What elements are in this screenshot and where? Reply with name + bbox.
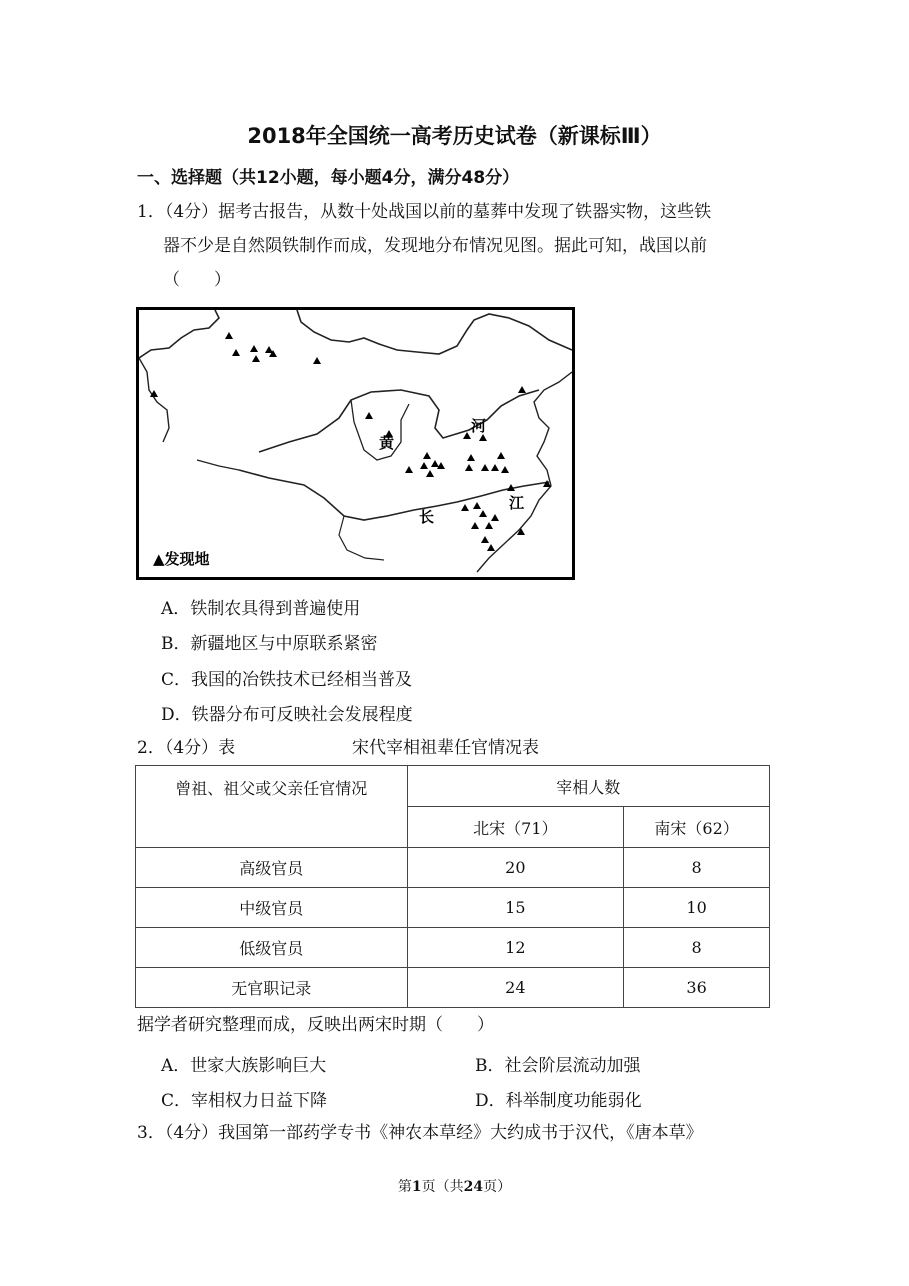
table-header-north: 北宋（71） (407, 807, 624, 848)
footer-middle: 页（共 (421, 1179, 464, 1195)
river-label-chang: 长 (419, 508, 435, 526)
q2-option-a[interactable]: A．世家大族影响巨大 (161, 1056, 327, 1076)
row-south-value: 8 (624, 928, 770, 968)
table-row (136, 928, 770, 968)
footer-prefix: 第 (397, 1179, 412, 1195)
table-row (136, 888, 770, 928)
row-label: 高级官员 (136, 848, 408, 888)
row-south-value: 8 (624, 848, 770, 888)
table-header-group: 宰相人数 (407, 766, 769, 807)
q1-option-d[interactable]: D．铁器分布可反映社会发展程度 (161, 705, 413, 725)
footer-page-number: 1 (411, 1179, 422, 1195)
row-south-value: 36 (624, 968, 770, 1008)
table-header-south: 南宋（62） (624, 807, 770, 848)
page-title: 2018年全国统一高考历史试卷（新课标Ⅲ） (247, 124, 662, 148)
row-label: 无官职记录 (136, 968, 408, 1008)
q1-option-c[interactable]: C．我国的冶铁技术已经相当普及 (161, 670, 413, 690)
iron-artifact-map (136, 307, 575, 580)
row-north-value: 12 (407, 928, 624, 968)
q2-after-text: 据学者研究整理而成，反映出两宋时期（ ） (137, 1015, 494, 1035)
page-footer (0, 1176, 909, 1196)
footer-total-pages: 24 (463, 1179, 484, 1195)
q2-intro: 2．（4分）表 (137, 738, 236, 758)
river-label-he: 河 (471, 417, 487, 435)
q1-line3: （ ） (163, 270, 231, 290)
river-label-jiang: 江 (509, 494, 525, 512)
map-drawing (139, 310, 572, 577)
row-north-value: 24 (407, 968, 624, 1008)
q1-option-a[interactable]: A．铁制农具得到普遍使用 (161, 599, 361, 619)
row-north-value: 20 (407, 848, 624, 888)
row-label: 中级官员 (136, 888, 408, 928)
q2-option-c[interactable]: C．宰相权力日益下降 (161, 1091, 328, 1111)
q2-option-d[interactable]: D．科举制度功能弱化 (475, 1091, 642, 1111)
q3-line1: 3．（4分）我国第一部药学专书《神农本草经》大约成书于汉代，《唐本草》 (137, 1123, 703, 1143)
table-row (136, 848, 770, 888)
river-label-huang: 黄 (379, 434, 395, 452)
map-legend: ▲发现地 (153, 550, 210, 568)
section-heading: 一、选择题（共12小题，每小题4分，满分48分） (137, 168, 520, 188)
chancellor-table (135, 765, 770, 1008)
q1-option-b[interactable]: B．新疆地区与中原联系紧密 (161, 634, 378, 654)
row-north-value: 15 (407, 888, 624, 928)
q2-option-b[interactable]: B．社会阶层流动加强 (475, 1056, 641, 1076)
q2-table-title: 宋代宰相祖辈任官情况表 (352, 738, 539, 758)
table-row (136, 968, 770, 1008)
footer-suffix: 页） (483, 1179, 512, 1195)
q1-line2: 器不少是自然陨铁制作而成，发现地分布情况见图。据此可知，战国以前 (163, 236, 707, 256)
table-header-col1: 曾祖、祖父或父亲任官情况 (136, 766, 408, 848)
row-south-value: 10 (624, 888, 770, 928)
q1-line1: 1．（4分）据考古报告，从数十处战国以前的墓葬中发现了铁器实物，这些铁 (137, 202, 712, 222)
row-label: 低级官员 (136, 928, 408, 968)
